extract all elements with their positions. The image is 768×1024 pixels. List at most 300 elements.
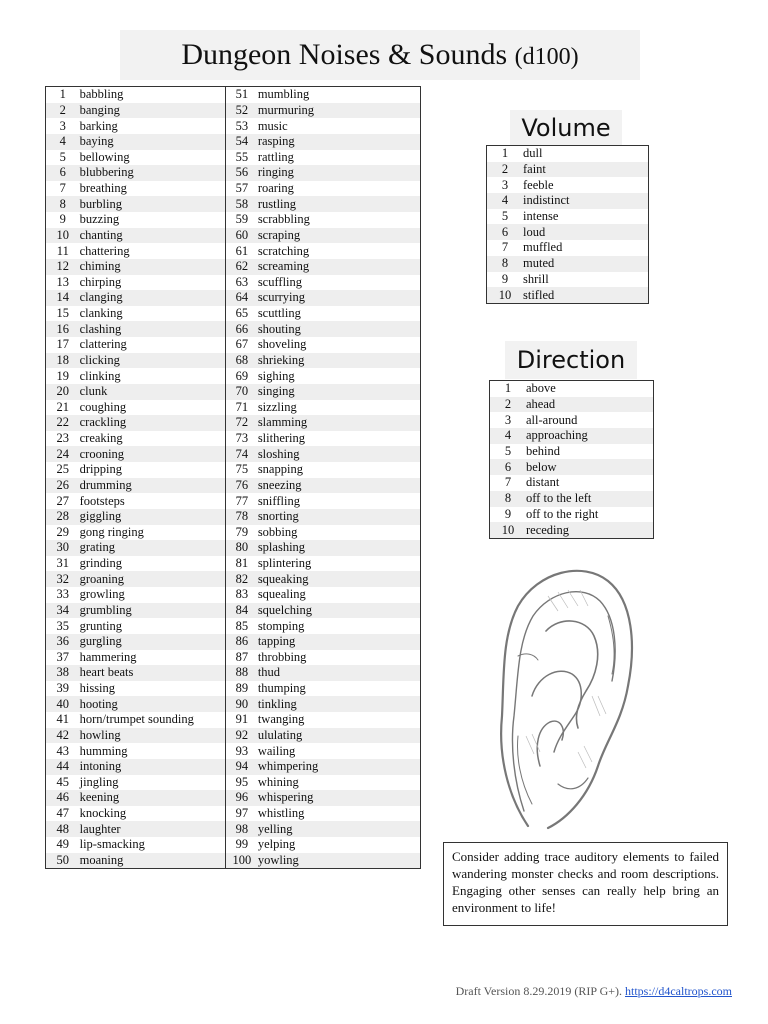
sound-name: sniffling — [257, 493, 300, 508]
direction-row — [490, 507, 654, 523]
sound-number: 25 — [56, 462, 70, 477]
sound-name: rustling — [258, 196, 421, 212]
title-text: Dungeon Noises & Sounds — [181, 38, 508, 71]
direction-number: 10 — [490, 522, 527, 538]
sound-name: music — [257, 118, 288, 133]
sound-number: 46 — [46, 790, 80, 806]
volume-word: loud — [523, 224, 649, 240]
table-row — [46, 446, 421, 462]
table-row — [46, 556, 421, 572]
sound-number: 13 — [56, 274, 70, 289]
sound-name: drumming — [80, 478, 226, 494]
sound-name: scratching — [257, 243, 310, 258]
table-row — [46, 118, 421, 134]
title-dice: (d100) — [514, 44, 579, 70]
table-row — [46, 540, 421, 556]
sound-number: 59 — [235, 212, 249, 227]
table-row — [46, 165, 421, 181]
table-row — [46, 806, 421, 822]
sound-name: breathing — [80, 181, 226, 197]
sound-number: 65 — [235, 306, 249, 321]
sound-number: 15 — [56, 306, 70, 321]
sound-number: 85 — [235, 618, 249, 633]
direction-row — [490, 428, 654, 444]
sound-name: humming — [80, 743, 226, 759]
sound-number: 92 — [226, 728, 258, 744]
direction-word: approaching — [526, 428, 654, 444]
volume-word: dull — [523, 146, 543, 161]
table-row — [46, 618, 421, 634]
volume-number: 4 — [487, 193, 524, 209]
sound-name: thud — [258, 665, 421, 681]
sound-name: whimpering — [258, 759, 421, 775]
sound-name: singing — [258, 384, 421, 400]
sound-name: groaning — [80, 571, 226, 587]
tip-note: Consider adding trace auditory elements to failed wandering monster checks and room descriptions. Engaging other senses can really help bring an environment to life! — [443, 842, 728, 926]
direction-number: 4 — [490, 428, 527, 444]
direction-row — [490, 397, 654, 413]
version-text: Draft Version 8.29.2019 (RIP G+). — [455, 984, 622, 998]
sound-number: 38 — [46, 665, 80, 681]
sound-number: 50 — [46, 853, 80, 869]
sound-number: 6 — [46, 165, 80, 181]
sound-number: 9 — [59, 212, 66, 227]
sound-name: squelching — [258, 603, 421, 619]
sound-number: 95 — [235, 774, 249, 789]
sound-number: 78 — [226, 509, 258, 525]
sound-number: 18 — [46, 353, 80, 369]
sound-number: 36 — [46, 634, 80, 650]
sound-number: 42 — [46, 728, 80, 744]
sound-name: horn/trumpet sounding — [80, 712, 226, 728]
direction-word: ahead — [526, 397, 654, 413]
volume-word: indistinct — [523, 193, 649, 209]
sound-name: splashing — [258, 540, 421, 556]
sound-number: 1 — [59, 87, 66, 102]
sound-name: roaring — [257, 181, 294, 196]
table-row — [46, 87, 421, 103]
direction-row — [490, 381, 654, 397]
sound-name: yelping — [257, 837, 296, 852]
direction-word: behind — [526, 444, 561, 459]
sound-name: murmuring — [258, 103, 421, 119]
sound-name: jingling — [80, 775, 226, 791]
table-row — [46, 103, 421, 119]
sound-number: 26 — [46, 478, 80, 494]
volume-word: faint — [523, 162, 649, 178]
sound-name: scurrying — [258, 290, 421, 306]
sound-number: 70 — [226, 384, 258, 400]
sound-number: 73 — [235, 431, 249, 446]
sound-number: 39 — [56, 681, 70, 696]
sound-name: slamming — [258, 415, 421, 431]
sound-number: 31 — [56, 556, 70, 571]
sound-name: yelling — [258, 821, 421, 837]
volume-row — [487, 224, 649, 240]
volume-number: 3 — [501, 177, 509, 192]
sound-number: 17 — [56, 337, 70, 352]
sound-number: 24 — [46, 446, 80, 462]
table-row — [46, 400, 421, 416]
sound-name: shrieking — [258, 353, 421, 369]
sound-name: splintering — [257, 556, 312, 571]
volume-row — [487, 162, 649, 178]
table-row — [46, 634, 421, 650]
table-row — [46, 759, 421, 775]
volume-table — [486, 145, 649, 304]
volume-number: 2 — [487, 162, 524, 178]
sound-number: 84 — [226, 603, 258, 619]
volume-word: shrill — [523, 271, 549, 286]
site-link[interactable]: https://d4caltrops.com — [625, 984, 732, 998]
sound-number: 58 — [226, 196, 258, 212]
sound-number: 22 — [46, 415, 80, 431]
sound-number: 77 — [235, 493, 249, 508]
direction-row — [490, 459, 654, 475]
direction-title: Direction — [505, 341, 637, 379]
sound-name: chirping — [80, 275, 226, 291]
sound-name: tinkling — [258, 696, 421, 712]
volume-word: intense — [523, 209, 559, 224]
sound-number: 54 — [226, 134, 258, 150]
direction-number: 8 — [490, 491, 527, 507]
sound-name: crackling — [80, 415, 226, 431]
sound-number: 43 — [56, 743, 70, 758]
direction-word: distant — [526, 475, 560, 490]
sound-name: clicking — [80, 353, 226, 369]
footer — [402, 984, 732, 999]
sound-name: crooning — [80, 446, 226, 462]
sound-name: slithering — [257, 431, 306, 446]
table-row — [46, 681, 421, 697]
table-row — [46, 243, 421, 259]
sound-number: 71 — [235, 399, 249, 414]
sound-name: screaming — [258, 259, 421, 275]
table-row — [46, 321, 421, 337]
sound-number: 29 — [56, 524, 70, 539]
sound-number: 90 — [226, 696, 258, 712]
sound-number: 11 — [56, 243, 69, 258]
direction-word: off to the left — [526, 491, 654, 507]
sound-number: 96 — [226, 790, 258, 806]
table-row — [46, 509, 421, 525]
direction-word: above — [526, 381, 556, 396]
volume-number: 10 — [487, 287, 524, 303]
table-row — [46, 837, 421, 853]
sound-number: 30 — [46, 540, 80, 556]
sound-number: 10 — [46, 228, 80, 244]
sound-name: wailing — [257, 743, 296, 758]
table-row — [46, 275, 421, 291]
sound-number: 52 — [226, 103, 258, 119]
volume-word: stifled — [523, 287, 649, 303]
sound-name: yowling — [258, 853, 421, 869]
direction-number: 2 — [490, 397, 527, 413]
sound-number: 5 — [59, 149, 66, 164]
sound-number: 34 — [46, 603, 80, 619]
volume-number: 8 — [487, 256, 524, 272]
sound-number: 55 — [235, 149, 249, 164]
sound-name: rattling — [257, 149, 294, 164]
direction-row — [490, 491, 654, 507]
sound-number: 19 — [56, 368, 70, 383]
direction-number: 5 — [504, 444, 512, 459]
table-row — [46, 228, 421, 244]
direction-table — [489, 380, 654, 539]
sound-name: scraping — [258, 228, 421, 244]
table-row — [46, 337, 421, 353]
volume-row — [487, 240, 649, 256]
sound-number: 66 — [226, 321, 258, 337]
sound-name: coughing — [80, 400, 226, 416]
sound-number: 87 — [235, 649, 249, 664]
sound-number: 62 — [226, 259, 258, 275]
sound-number: 35 — [56, 618, 70, 633]
table-row — [46, 696, 421, 712]
volume-number: 1 — [501, 146, 509, 161]
volume-number: 7 — [501, 240, 509, 255]
sound-number: 67 — [235, 337, 249, 352]
volume-number: 6 — [487, 224, 524, 240]
sound-number: 76 — [226, 478, 258, 494]
direction-row — [490, 412, 654, 428]
sound-number: 2 — [46, 103, 80, 119]
table-row — [46, 290, 421, 306]
volume-number: 5 — [501, 209, 509, 224]
sound-name: hooting — [80, 696, 226, 712]
sound-number: 72 — [226, 415, 258, 431]
table-row — [46, 368, 421, 384]
sound-number: 91 — [235, 712, 249, 727]
volume-row — [487, 146, 649, 162]
table-row — [46, 525, 421, 541]
direction-word: off to the right — [526, 506, 599, 521]
sound-number: 33 — [56, 587, 70, 602]
table-row — [46, 493, 421, 509]
sound-name: whistling — [257, 806, 305, 821]
sound-number: 51 — [235, 87, 249, 102]
table-row — [46, 353, 421, 369]
sound-number: 86 — [226, 634, 258, 650]
sound-number: 47 — [56, 806, 70, 821]
direction-number: 1 — [504, 381, 512, 396]
sound-name: burbling — [80, 196, 226, 212]
sound-name: whining — [257, 774, 299, 789]
table-row — [46, 821, 421, 837]
sound-number: 4 — [46, 134, 80, 150]
sound-name: gong ringing — [80, 525, 226, 541]
sound-number: 93 — [235, 743, 249, 758]
sound-name: twanging — [257, 712, 305, 727]
sound-name: clanging — [80, 290, 226, 306]
sound-name: thumping — [257, 681, 306, 696]
table-row — [46, 478, 421, 494]
sound-number: 74 — [226, 446, 258, 462]
sound-name: chiming — [80, 259, 226, 275]
sound-number: 49 — [56, 837, 70, 852]
volume-row — [487, 287, 649, 303]
table-row — [46, 775, 421, 791]
sound-number: 98 — [226, 821, 258, 837]
volume-word: feeble — [523, 177, 554, 192]
sound-name: hammering — [80, 650, 226, 666]
sound-number: 60 — [226, 228, 258, 244]
sound-name: tapping — [258, 634, 421, 650]
sound-number: 56 — [226, 165, 258, 181]
sound-name: lip-smacking — [80, 837, 226, 853]
sound-number: 40 — [46, 696, 80, 712]
sound-number: 94 — [226, 759, 258, 775]
sound-name: dripping — [80, 462, 226, 478]
volume-row — [487, 177, 649, 193]
sound-name: blubbering — [80, 165, 226, 181]
sound-name: creaking — [80, 431, 226, 447]
sound-number: 45 — [56, 774, 70, 789]
table-row — [46, 743, 421, 759]
sound-name: laughter — [80, 821, 226, 837]
table-row — [46, 587, 421, 603]
direction-number: 3 — [504, 412, 512, 427]
direction-word: all-around — [526, 412, 578, 427]
sound-name: footsteps — [80, 493, 226, 509]
sound-name: scuttling — [257, 306, 301, 321]
table-row — [46, 462, 421, 478]
sound-name: howling — [80, 728, 226, 744]
sound-name: keening — [80, 790, 226, 806]
sound-name: grunting — [80, 618, 226, 634]
sound-name: barking — [80, 118, 226, 134]
sound-number: 44 — [46, 759, 80, 775]
volume-title: Volume — [510, 110, 622, 146]
table-row — [46, 196, 421, 212]
sound-number: 75 — [235, 462, 249, 477]
table-row — [46, 150, 421, 166]
sound-number: 14 — [46, 290, 80, 306]
sound-number: 89 — [235, 681, 249, 696]
sound-number: 82 — [226, 571, 258, 587]
sound-name: hissing — [80, 681, 226, 697]
sound-name: clinking — [80, 368, 226, 384]
sound-name: sobbing — [257, 524, 298, 539]
sound-name: sneezing — [258, 478, 421, 494]
sound-number: 99 — [235, 837, 249, 852]
sound-number: 81 — [235, 556, 249, 571]
sound-number: 27 — [56, 493, 70, 508]
sound-number: 97 — [235, 806, 249, 821]
sound-number: 21 — [56, 399, 70, 414]
volume-word: muffled — [523, 240, 563, 255]
sound-name: knocking — [80, 806, 226, 822]
sound-number: 63 — [235, 274, 249, 289]
sound-name: intoning — [80, 759, 226, 775]
sound-name: squeaking — [258, 571, 421, 587]
sound-name: whispering — [258, 790, 421, 806]
table-row — [46, 650, 421, 666]
table-row — [46, 665, 421, 681]
volume-row — [487, 193, 649, 209]
sound-number: 69 — [235, 368, 249, 383]
sound-name: heart beats — [80, 665, 226, 681]
sound-name: sizzling — [257, 399, 297, 414]
sound-number: 16 — [46, 321, 80, 337]
sound-name: stomping — [257, 618, 305, 633]
sound-number: 100 — [226, 853, 258, 869]
table-row — [46, 571, 421, 587]
sound-number: 3 — [59, 118, 66, 133]
table-row — [46, 415, 421, 431]
sound-number: 57 — [235, 181, 249, 196]
sound-name: babbling — [80, 87, 226, 103]
volume-number: 9 — [501, 271, 509, 286]
table-row — [46, 790, 421, 806]
direction-number: 9 — [504, 506, 512, 521]
volume-row — [487, 209, 649, 225]
direction-row — [490, 444, 654, 460]
table-row — [46, 134, 421, 150]
sound-number: 8 — [46, 196, 80, 212]
sound-number: 23 — [56, 431, 70, 446]
table-row — [46, 384, 421, 400]
direction-number: 7 — [504, 475, 512, 490]
sound-name: ululating — [258, 728, 421, 744]
volume-row — [487, 272, 649, 288]
table-row — [46, 853, 421, 869]
sound-name: grinding — [80, 556, 226, 572]
table-row — [46, 306, 421, 322]
sound-name: scuffling — [257, 274, 303, 289]
sound-number: 28 — [46, 509, 80, 525]
sound-name: banging — [80, 103, 226, 119]
sound-number: 20 — [46, 384, 80, 400]
sound-number: 12 — [46, 259, 80, 275]
sound-name: shouting — [258, 321, 421, 337]
sound-name: grating — [80, 540, 226, 556]
sound-name: squealing — [257, 587, 306, 602]
page-title — [120, 30, 640, 80]
sound-name: sighing — [257, 368, 295, 383]
sound-number: 37 — [56, 649, 70, 664]
sound-number: 64 — [226, 290, 258, 306]
sound-name: ringing — [258, 165, 421, 181]
volume-word: muted — [523, 256, 649, 272]
sounds-table — [45, 86, 421, 869]
sound-name: clashing — [80, 321, 226, 337]
sound-name: bellowing — [80, 150, 226, 166]
table-row — [46, 431, 421, 447]
sound-name: snapping — [257, 462, 303, 477]
sound-name: giggling — [80, 509, 226, 525]
sound-number: 68 — [226, 353, 258, 369]
table-row — [46, 259, 421, 275]
sound-name: clanking — [80, 306, 226, 322]
sound-number: 41 — [56, 712, 70, 727]
sound-name: chanting — [80, 228, 226, 244]
sound-name: moaning — [80, 853, 226, 869]
sound-name: clattering — [80, 337, 226, 353]
sound-number: 53 — [235, 118, 249, 133]
table-row — [46, 181, 421, 197]
direction-word: receding — [526, 522, 654, 538]
sound-name: mumbling — [257, 87, 310, 102]
sound-name: snorting — [258, 509, 421, 525]
sound-number: 32 — [46, 571, 80, 587]
ear-sketch-icon — [488, 556, 638, 834]
sound-number: 88 — [226, 665, 258, 681]
sound-number: 48 — [46, 821, 80, 837]
direction-row — [490, 522, 654, 538]
sound-name: growling — [80, 587, 226, 603]
sound-name: grumbling — [80, 603, 226, 619]
